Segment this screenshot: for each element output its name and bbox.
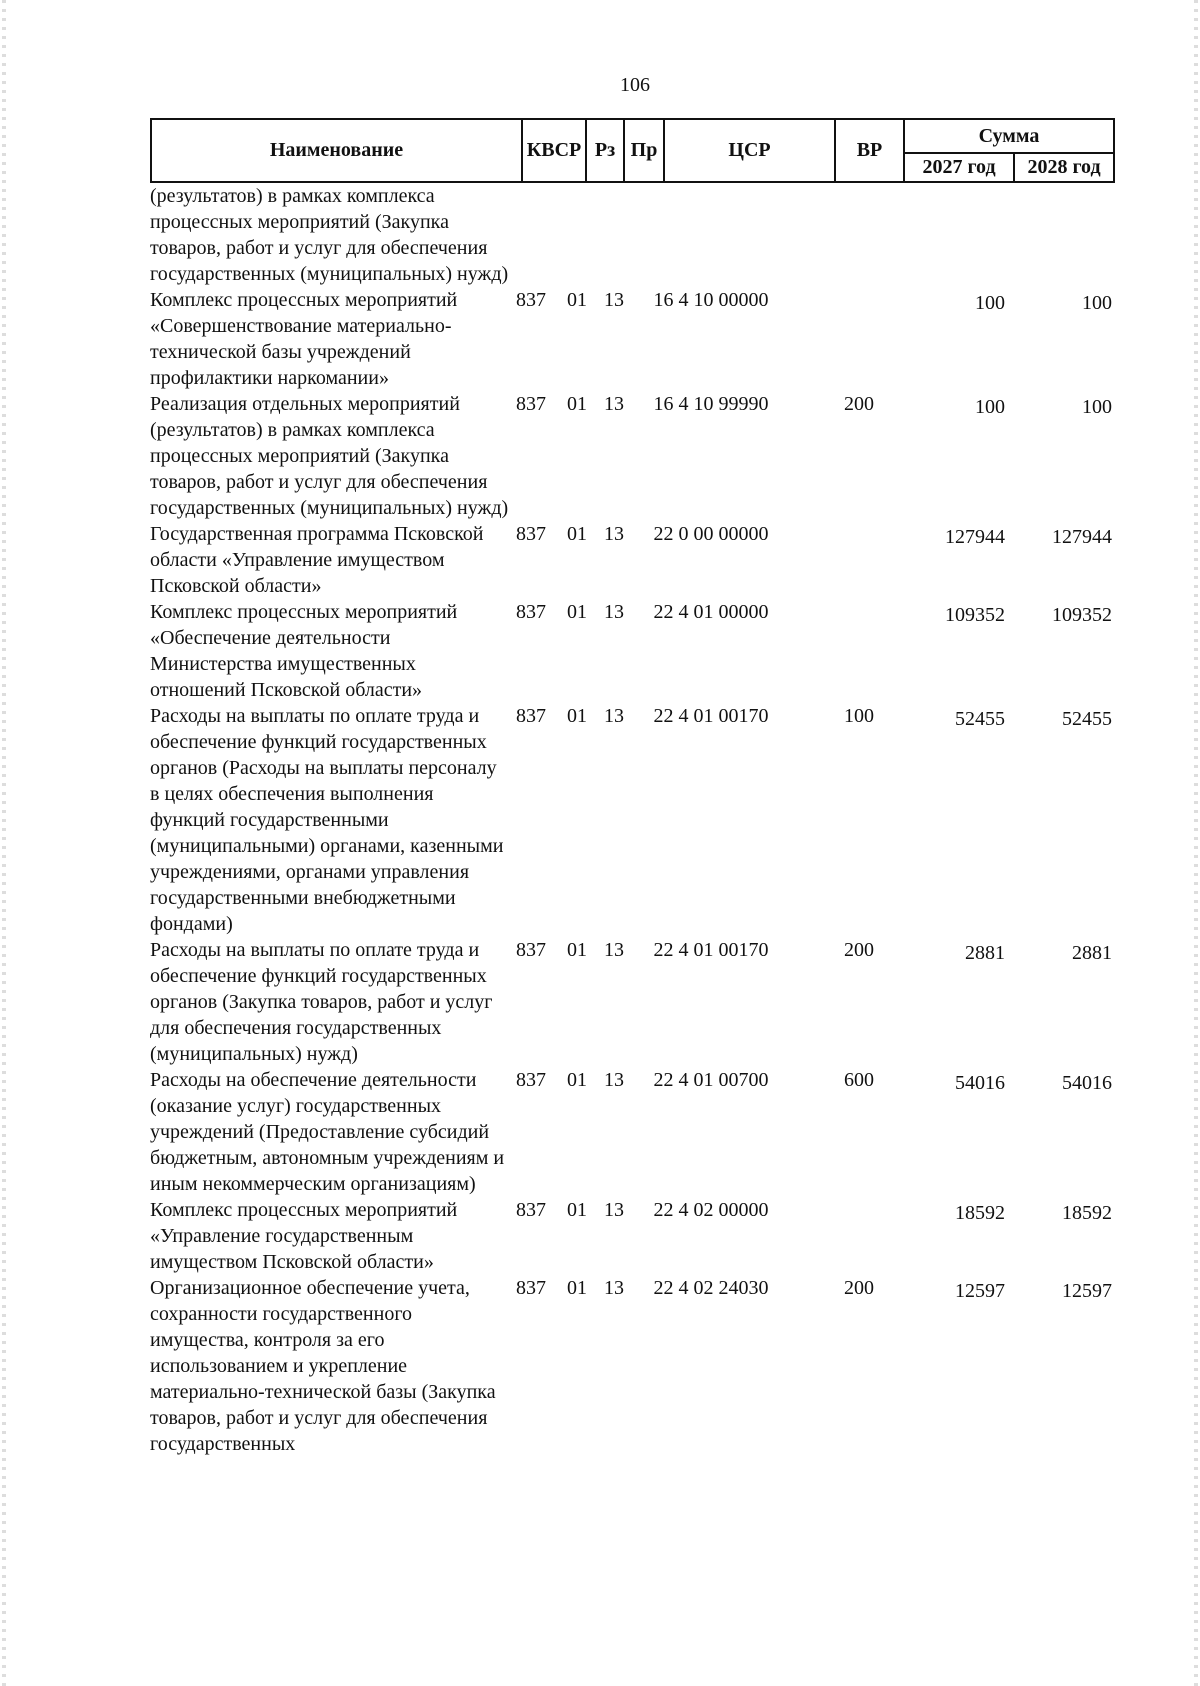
table-row: [150, 183, 1115, 287]
row-pr-cell: 13: [604, 939, 624, 961]
row-kvsr-cell: 837: [516, 1069, 546, 1091]
row-csr-cell: 22 4 01 00000: [653, 601, 769, 623]
row-rz-cell: 01: [567, 289, 587, 311]
row-kvsr-cell: 837: [516, 1199, 546, 1221]
row-2027-cell: 109352: [945, 604, 1005, 626]
header-summa: Сумма: [905, 120, 1113, 154]
row-pr-cell: 13: [604, 289, 624, 311]
row-rz-cell: 01: [567, 601, 587, 623]
row-csr-cell: 22 0 00 00000: [653, 523, 769, 545]
row-rz-cell: 01: [567, 1199, 587, 1221]
row-2027-cell: 52455: [955, 708, 1005, 730]
row-rz-cell: 01: [567, 523, 587, 545]
row-kvsr-cell: 837: [516, 393, 546, 415]
table-row: [150, 703, 1115, 937]
row-2028-cell: 12597: [1062, 1280, 1112, 1302]
row-name-cell: (результатов) в рамках комплекса процессных мероприятий (Закупка товаров, работ и услуг для обеспечения государственных (муниципальных) нужд): [150, 185, 509, 285]
row-kvsr-cell: 837: [516, 601, 546, 623]
table-header: [150, 118, 1115, 183]
row-2028-cell: 54016: [1062, 1072, 1112, 1094]
row-2027-cell: 12597: [955, 1280, 1005, 1302]
row-2028-cell: 2881: [1072, 942, 1112, 964]
row-2028-cell: 109352: [1052, 604, 1112, 626]
scan-edge-right: [1194, 0, 1198, 1686]
row-vr-cell: 200: [844, 939, 874, 961]
header-pr: Пр: [625, 120, 665, 181]
header-name: Наименование: [152, 120, 523, 181]
row-csr-cell: 22 4 01 00170: [653, 939, 769, 961]
row-pr-cell: 13: [604, 1069, 624, 1091]
row-name-cell: Расходы на обеспечение деятельности (оказание услуг) государственных учреждений (Предоставление субсидий бюджетным, автономным учреждениям и иным некоммерческим организациям): [150, 1069, 505, 1195]
page-number: 106: [620, 74, 650, 96]
row-2027-cell: 127944: [945, 526, 1005, 548]
header-year-2028: 2028 год: [1027, 156, 1101, 178]
row-kvsr-cell: 837: [516, 289, 546, 311]
row-2027-cell: 100: [975, 396, 1005, 418]
row-name-cell: Комплекс процессных мероприятий «Совершенствование материально-технической базы учреждений профилактики наркомании»: [150, 289, 458, 389]
row-vr-cell: 200: [844, 1277, 874, 1299]
row-name-cell: Организационное обеспечение учета, сохранности государственного имущества, контроля за его использованием и укрепление материально-технической базы (Закупка товаров, работ и услуг для обеспечения государственных: [150, 1277, 496, 1455]
row-name-cell: Расходы на выплаты по оплате труда и обеспечение функций государственных органов (Расходы на выплаты персоналу в целях обеспечения выполнения функций государственными (муниципальными) органами, казенными учреждениями, органами управления государственными внебюджетными фондами): [150, 705, 504, 935]
table-row: [150, 391, 1115, 521]
row-vr-cell: 200: [844, 393, 874, 415]
header-kvsr: КВСР: [523, 120, 587, 181]
table-row: [150, 937, 1115, 1067]
header-summa-group: [905, 120, 1113, 181]
row-2027-cell: 54016: [955, 1072, 1005, 1094]
row-csr-cell: 22 4 02 00000: [653, 1199, 769, 1221]
row-name-cell: Государственная программа Псковской области «Управление имуществом Псковской области»: [150, 523, 484, 597]
row-vr-cell: 100: [844, 705, 874, 727]
row-vr-cell: 600: [844, 1069, 874, 1091]
row-rz-cell: 01: [567, 393, 587, 415]
row-pr-cell: 13: [604, 393, 624, 415]
row-2028-cell: 127944: [1052, 526, 1112, 548]
row-2028-cell: 100: [1082, 292, 1112, 314]
row-pr-cell: 13: [604, 523, 624, 545]
table-row: [150, 287, 1115, 391]
row-rz-cell: 01: [567, 939, 587, 961]
row-kvsr-cell: 837: [516, 939, 546, 961]
table-body: [150, 183, 1115, 1457]
row-name-cell: Реализация отдельных мероприятий (результатов) в рамках комплекса процессных мероприятий (Закупка товаров, работ и услуг для обеспечения государственных (муниципальных) нужд): [150, 393, 509, 519]
row-csr-cell: 22 4 01 00170: [653, 705, 769, 727]
header-year-2027: 2027 год: [905, 152, 1015, 183]
row-csr-cell: 22 4 01 00700: [653, 1069, 769, 1091]
scan-edge-left: [2, 0, 6, 1686]
row-2028-cell: 100: [1082, 396, 1112, 418]
row-rz-cell: 01: [567, 1069, 587, 1091]
row-rz-cell: 01: [567, 705, 587, 727]
row-csr-cell: 22 4 02 24030: [653, 1277, 769, 1299]
row-2028-cell: 52455: [1062, 708, 1112, 730]
table-row: [150, 1275, 1115, 1457]
table-row: [150, 599, 1115, 703]
row-2027-cell: 2881: [965, 942, 1005, 964]
header-rz: Рз: [587, 120, 625, 181]
table-row: [150, 1067, 1115, 1197]
table-row: [150, 1197, 1115, 1275]
row-csr-cell: 16 4 10 99990: [653, 393, 769, 415]
row-kvsr-cell: 837: [516, 523, 546, 545]
row-2027-cell: 18592: [955, 1202, 1005, 1224]
header-csr: ЦСР: [665, 120, 836, 181]
row-kvsr-cell: 837: [516, 705, 546, 727]
header-vr: ВР: [836, 120, 905, 181]
table-row: [150, 521, 1115, 599]
row-pr-cell: 13: [604, 705, 624, 727]
row-rz-cell: 01: [567, 1277, 587, 1299]
row-name-cell: Комплекс процессных мероприятий «Управление государственным имуществом Псковской области»: [150, 1199, 458, 1273]
row-2028-cell: 18592: [1062, 1202, 1112, 1224]
row-name-cell: Расходы на выплаты по оплате труда и обеспечение функций государственных органов (Закупка товаров, работ и услуг для обеспечения государственных (муниципальных) нужд): [150, 939, 493, 1065]
row-pr-cell: 13: [604, 1277, 624, 1299]
row-csr-cell: 16 4 10 00000: [653, 289, 769, 311]
row-kvsr-cell: 837: [516, 1277, 546, 1299]
row-pr-cell: 13: [604, 601, 624, 623]
row-name-cell: Комплекс процессных мероприятий «Обеспечение деятельности Министерства имущественных отношений Псковской области»: [150, 601, 458, 701]
row-2027-cell: 100: [975, 292, 1005, 314]
row-pr-cell: 13: [604, 1199, 624, 1221]
